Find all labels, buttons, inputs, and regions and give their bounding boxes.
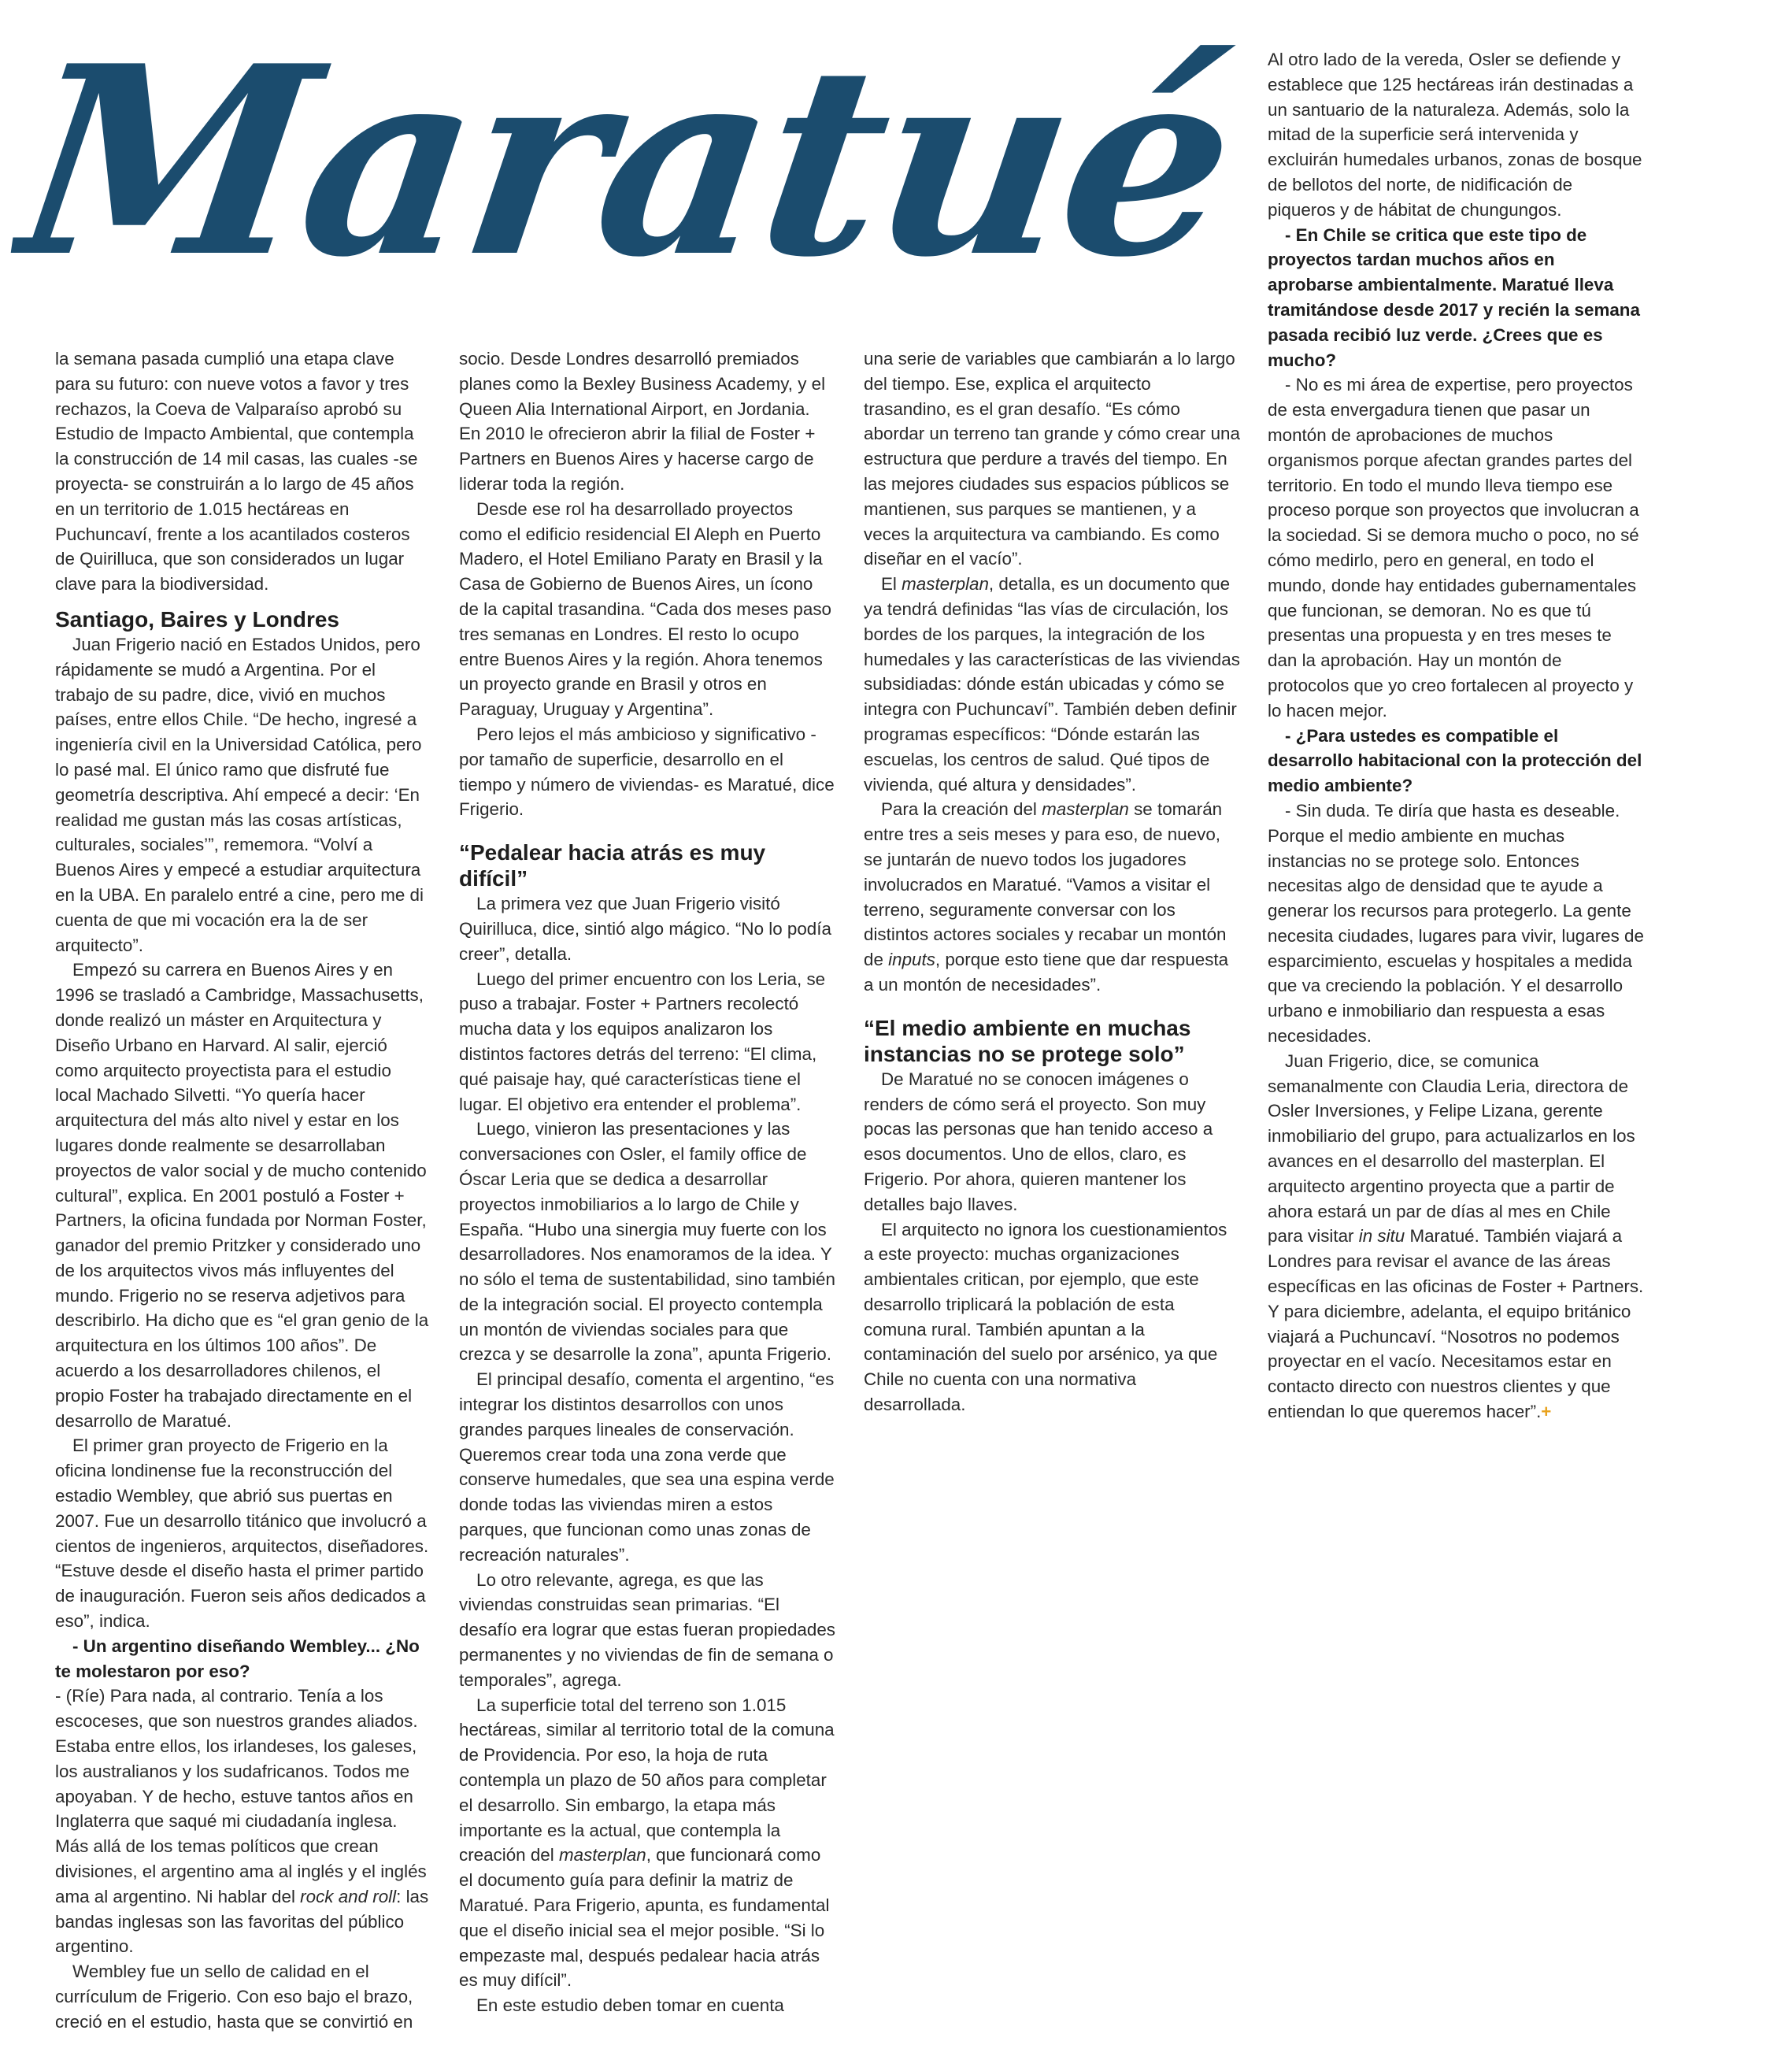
paragraph: De Maratué no se conocen imágenes o renders de cómo será el proyecto. Son muy pocas las personas que han tenido acceso a esos documentos. Uno de ellos, claro, es Frigerio. Por ahora, quieren mantener los detalles bajo llaves. — [864, 1069, 1213, 1214]
section-heading: “El medio ambiente en muchas instancias no se protege solo” — [864, 1015, 1191, 1066]
column-3 — [864, 346, 1240, 1417]
paragraph: Al otro lado de la vereda, Osler se defiende y establece que 125 hectáreas irán destinadas a un santuario de la naturaleza. Además, solo la mitad de la superficie será intervenida y excluirán humedales urbanos, zonas de bosque de bellotos del norte, de nidificación de piqueros y de hábitat de chungungos. — [1268, 50, 1642, 220]
paragraph: Desde ese rol ha desarrollado proyectos como el edificio residencial El Aleph en Puerto Madero, el Hotel Emiliano Paraty en Brasil y la Casa de Gobierno de Buenos Aires, un ícono de la capital trasandina. “Cada dos meses paso tres semanas en Londres. El resto lo ocupo entre Buenos Aires y la región. Ahora tenemos un proyecto grande en Brasil y otros en Paraguay, Uruguay y Argentina”. — [459, 498, 831, 720]
paragraph: El masterplan, detalla, es un documento que ya tendrá definidas “las vías de circulación, los bordes de los parques, la integración de los humedales y las características de las viviendas subsidiadas: dónde están ubicadas y cómo se integra con Puchuncaví”. También deben definir programas específicos: “Dónde estarán las escuelas, los centros de salud. Qué tipos de vivienda, qué altura y densidades”. — [864, 574, 1240, 795]
end-mark-icon: + — [1541, 1402, 1552, 1422]
paragraph: - Sin duda. Te diría que hasta es deseable. Porque el medio ambiente en muchas instancias no se protege solo. Entonces necesitas algo de densidad que te ayude a generar los recursos para protegerlo. La gente necesita ciudades, lugares para vivir, lugares de esparcimiento, escuelas y hospitales a medida que va creciendo la población. Y el desarrollo urbano e inmobiliario dan respuesta a esas necesidades. — [1268, 800, 1644, 1047]
paragraph: Luego, vinieron las presentaciones y las conversaciones con Osler, el family office de Óscar Leria que se dedica a desarrollar proyectos inmobiliarios a lo largo de Chile y España. “Hubo una sinergia muy fuerte con los desarrolladores. Nos enamoramos de la idea. Y no sólo el tema de sustentabilidad, sino también de la integración social. El proyecto contempla un montón de viviendas sociales para que crezca y se desarrolle la zona”, apunta Frigerio. — [459, 1119, 835, 1365]
paragraph: El principal desafío, comenta el argentino, “es integrar los distintos desarrollos con unos grandes parques lineales de conservación. Queremos crear toda una zona verde que conserve humedales, que sea una espina verde donde todas las viviendas miren a estos parques, que funcionan como unas zonas de recreación naturales”. — [459, 1369, 835, 1565]
interview-question: - ¿Para ustedes es compatible el desarrollo habitacional con la protección del medio ambiente? — [1268, 725, 1642, 796]
paragraph: Para la creación del masterplan se tomarán entre tres a seis meses y para eso, de nuevo, se juntarán de nuevo todos los jugadores involucrados en Maratué. “Vamos a visitar el terreno, seguramente conversar con los distintos actores sociales y recabar un montón de inputs, porque esto tiene que dar respuesta a un montón de necesidades”. — [864, 799, 1229, 995]
column-4 — [1268, 47, 1644, 1425]
section-heading: “Pedalear hacia atrás es muy difícil” — [459, 840, 766, 891]
interview-question: - En Chile se critica que este tipo de proyectos tardan muchos años en aprobarse ambientalmente. Maratué lleva tramitándose desde 2017 y recién la semana pasada recibió luz verde. ¿Crees que es mucho? — [1268, 224, 1640, 370]
paragraph: Wembley fue un sello de calidad en el currículum de Frigerio. Con eso bajo el brazo, creció en el estudio, hasta que se convirtió en — [55, 1962, 413, 2032]
paragraph: - (Ríe) Para nada, al contrario. Tenía a los escoceses, que son nuestros grandes aliados. Estaba entre ellos, los irlandeses, los galeses, los australianos y los sudafricanos. Todos me apoyaban. Y de hecho, estuve tantos años en Inglaterra que saqué mi ciudadanía inglesa. Más allá de los temas políticos que crean divisiones, el argentino ama al inglés y el inglés ama al argentino. Ni hablar del rock and roll: las bandas inglesas son las favoritas del público argentino. — [55, 1686, 429, 1957]
paragraph: Luego del primer encuentro con los Leria, se puso a trabajar. Foster + Partners recolectó mucha data y los equipos analizaron los distintos factores detrás del terreno: “El clima, qué paisaje hay, qué características tiene el lugar. El objetivo era entender el problema”. — [459, 969, 826, 1114]
article-title: Maratué — [2, 9, 1248, 314]
column-2 — [459, 346, 835, 2018]
paragraph: La primera vez que Juan Frigerio visitó Quirilluca, dice, sintió algo mágico. “No lo podía creer”, detalla. — [459, 894, 831, 964]
paragraph: la semana pasada cumplió una etapa clave para su futuro: con nueve votos a favor y tres rechazos, la Coeva de Valparaíso aprobó su Estudio de Impacto Ambiental, que contempla la construcción de 14 mil casas, las cuales -se proyecta- se construirán a lo largo de 45 años en un territorio de 1.015 hectáreas en Puchuncaví, frente a los acantilados costeros de Quirilluca, que son considerados un lugar clave para la biodiversidad. — [55, 349, 418, 595]
paragraph: La superficie total del terreno son 1.015 hectáreas, similar al territorio total de la comuna de Providencia. Por eso, la hoja de ruta contempla un plazo de 50 años para completar el desarrollo. Sin embargo, la etapa más importante es la actual, que contempla la creación del masterplan, que funcionará como el documento guía para definir la matriz de Maratué. Para Frigerio, apunta, es fundamental que el diseño inicial sea el mejor posible. “Si lo empezaste mal, después pedalear hacia atrás es muy difícil”. — [459, 1695, 835, 1991]
paragraph: Empezó su carrera en Buenos Aires y en 1996 se trasladó a Cambridge, Massachusetts, donde realizó un máster en Arquitectura y Diseño Urbano en Harvard. Al salir, ejerció como arquitecto proyectista para el estudio local Machado Silvetti. “Yo quería hacer arquitectura del más alto nivel y estar en los lugares donde realmente se desarrollaban proyectos de valor social y de mucho contenido cultural”, explica. En 2001 postuló a Foster + Partners, la oficina fundada por Norman Foster, ganador del premio Pritzker y considerado uno de los arquitectos vivos más influyentes del mundo. Frigerio no se reserva adjetivos para describirlo. Ha dicho que es “el gran genio de la arquitectura en los últimos 100 años”. De acuerdo a los desarrolladores chilenos, el propio Foster ha trabajado directamente en el desarrollo de Maratué. — [55, 960, 429, 1431]
paragraph: Pero lejos el más ambicioso y significativo -por tamaño de superficie, desarrollo en el tiempo y número de viviendas- es Maratué, dice Frigerio. — [459, 724, 835, 820]
column-1 — [55, 346, 431, 2035]
section-heading: Santiago, Baires y Londres — [55, 606, 339, 632]
paragraph: una serie de variables que cambiarán a lo largo del tiempo. Ese, explica el arquitecto trasandino, es el gran desafío. “Es cómo abordar un terreno tan grande y cómo crear una estructura que perdure a través del tiempo. En las mejores ciudades sus espacios públicos se mantienen, sus parques se mantienen, y a veces la arquitectura va cambiando. Es como diseñar en el vacío”. — [864, 349, 1240, 569]
paragraph: Lo otro relevante, agrega, es que las viviendas construidas sean primarias. “El desafío era lograr que estas fueran propiedades permanentes y no viviendas de fin de semana o temporales”, agrega. — [459, 1569, 835, 1690]
interview-question: - Un argentino diseñando Wembley... ¿No te molestaron por eso? — [55, 1636, 420, 1681]
paragraph: En este estudio deben tomar en cuenta — [476, 1995, 784, 2016]
paragraph: El primer gran proyecto de Frigerio en la oficina londinense fue la reconstrucción del estadio Wembley, que abrió sus puertas en 2007. Fue un desarrollo titánico que involucró a cientos de ingenieros, arquitectos, diseñadores. “Estuve desde el diseño hasta el primer partido de inauguración. Fueron seis años dedicados a eso”, indica. — [55, 1436, 429, 1632]
paragraph: Juan Frigerio nació en Estados Unidos, pero rápidamente se mudó a Argentina. Por el trabajo de su padre, dice, vivió en muchos países, entre ellos Chile. “De hecho, ingresé a ingeniería civil en la Universidad Católica, pero lo pasé mal. El único ramo que disfruté fue geometría descriptiva. Ahí empecé a decir: ‘En realidad me gustan más las cosas artísticas, culturales, sociales’”, rememora. “Volví a Buenos Aires y empecé a estudiar arquitectura en la UBA. En paralelo entré a cine, pero me di cuenta de que mi vocación era la de ser arquitecto”. — [55, 634, 424, 955]
paragraph: socio. Desde Londres desarrolló premiados planes como la Bexley Business Academy, y el Queen Alia International Airport, en Jordania. En 2010 le ofrecieron abrir la filial de Foster + Partners en Buenos Aires y hacerse cargo de liderar toda la región. — [459, 349, 826, 494]
paragraph: Juan Frigerio, dice, se comunica semanalmente con Claudia Leria, directora de Osler Inversiones, y Felipe Lizana, gerente inmobiliario del grupo, para actualizarlos en los avances en el desarrollo del masterplan. El arquitecto argentino proyecta que a partir de ahora estará un par de días al mes en Chile para visitar in situ Maratué. También viajará a Londres para revisar el avance de las áreas específicas en las oficinas de Foster + Partners. Y para diciembre, adelanta, el equipo británico viajará a Puchuncaví. “Nosotros no podemos proyectar en el vacío. Necesitamos estar en contacto directo con nuestros clientes y que entiendan lo que queremos hacer”.+ — [1268, 1050, 1644, 1422]
paragraph: - No es mi área de expertise, pero proyectos de esta envergadura tienen que pasar un montón de aprobaciones de muchos organismos porque afectan grandes partes del territorio. En todo el mundo lleva tiempo ese proceso porque son proyectos que involucran a la sociedad. Si se demora mucho o poco, no sé cómo medirlo, pero en general, en todo el mundo, donde hay entidades gubernamentales que funcionan, se demoran. No es que tú presentas una propuesta y en tres meses te dan la aprobación. Hay un montón de protocolos que yo creo fortalecen al proyecto y lo hacen mejor. — [1268, 375, 1639, 721]
paragraph: El arquitecto no ignora los cuestionamientos a este proyecto: muchas organizaciones ambientales critican, por ejemplo, que este desarrollo triplicará la población de esta comuna rural. También apuntan a la contaminación del suelo por arsénico, ya que Chile no cuenta con una normativa desarrollada. — [864, 1219, 1227, 1415]
